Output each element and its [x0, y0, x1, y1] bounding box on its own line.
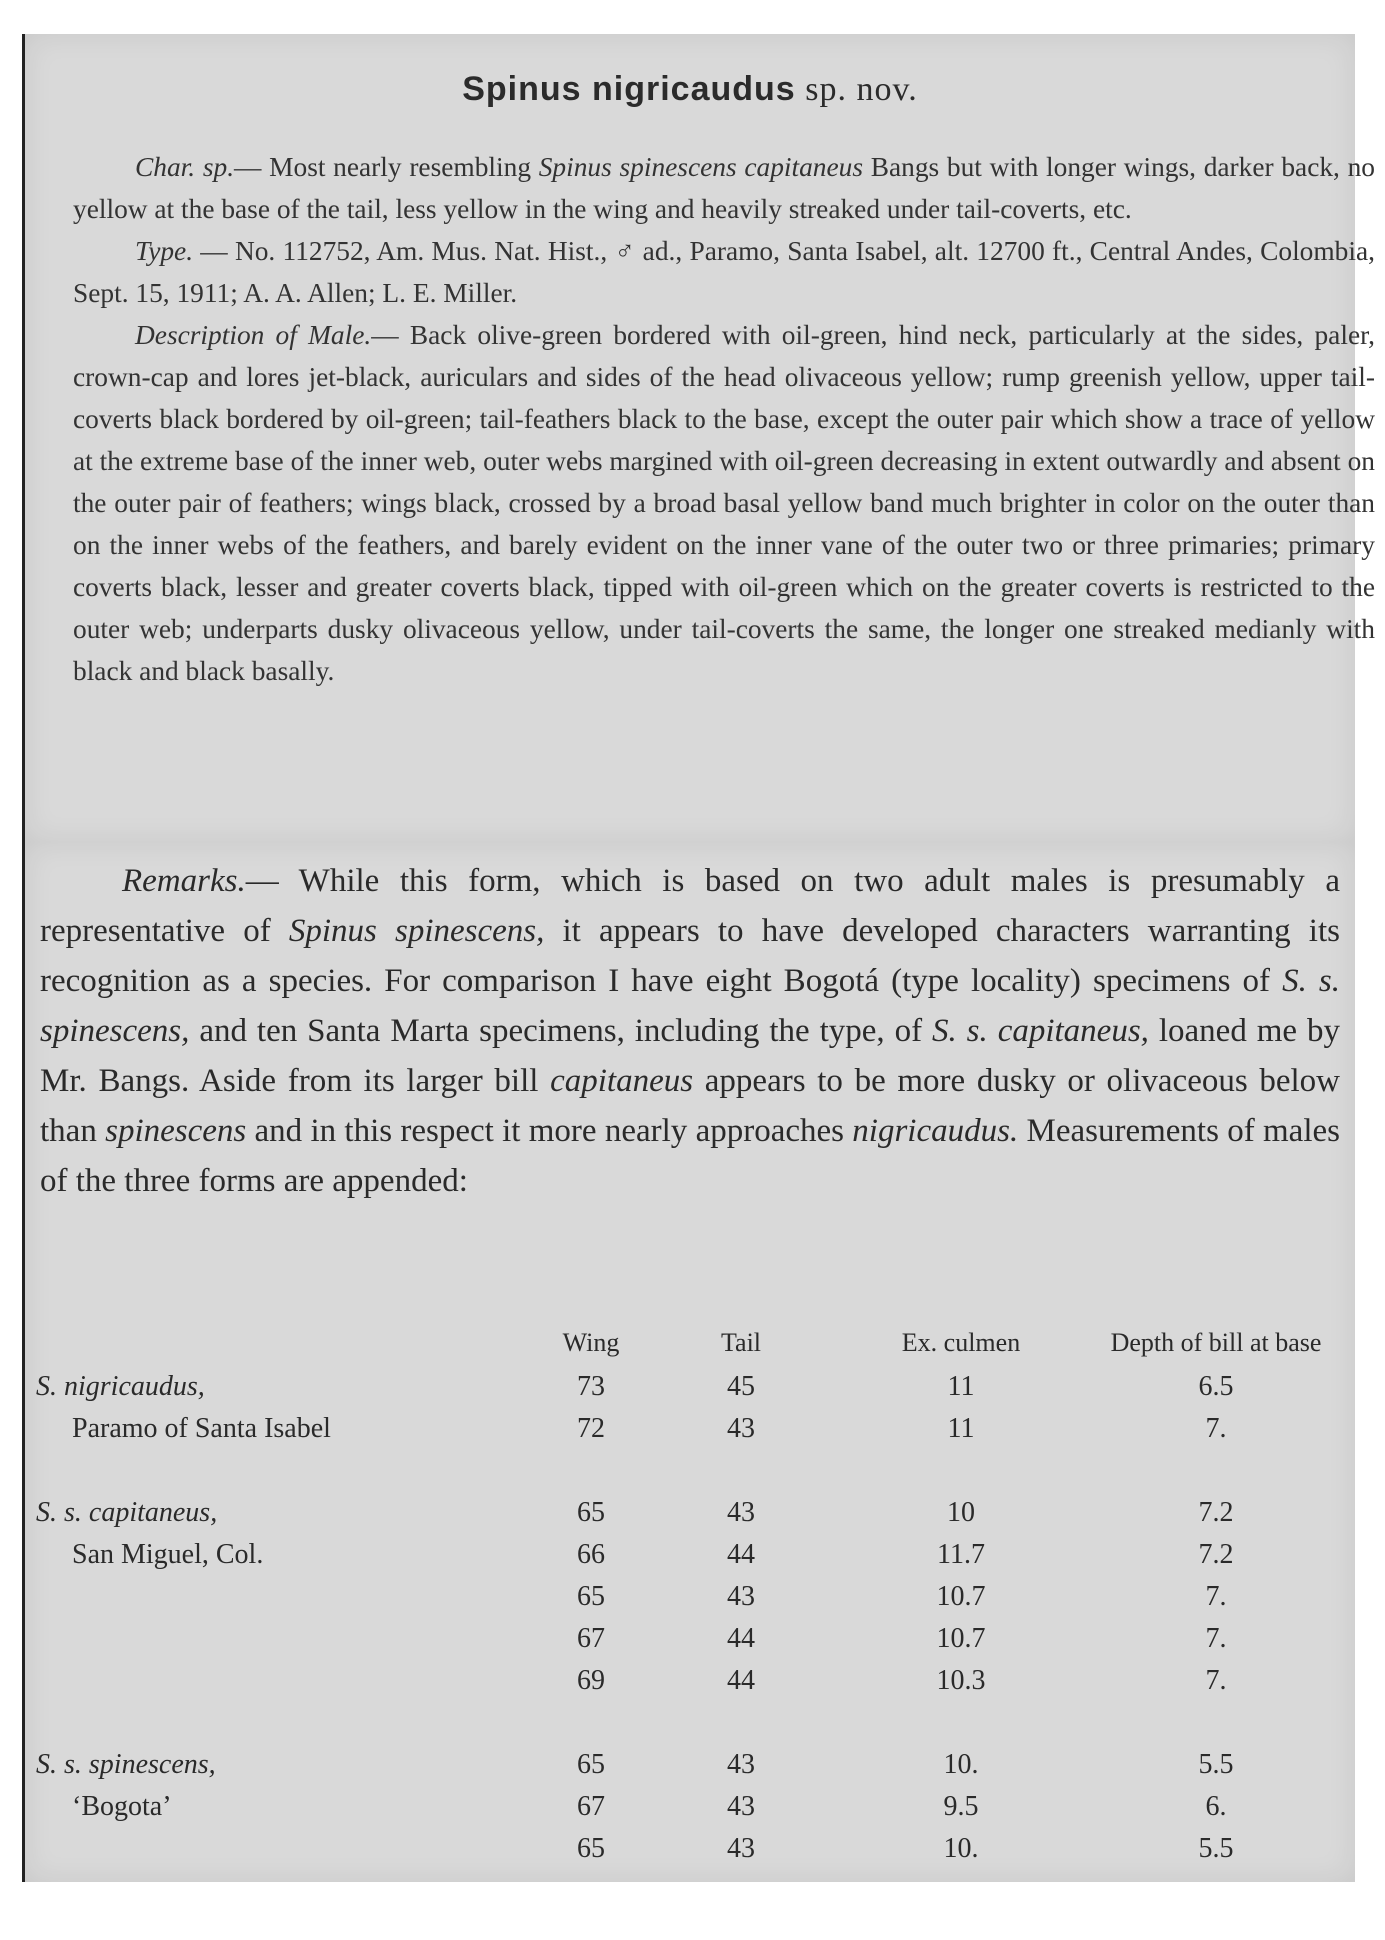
cell-wing: 65: [577, 1749, 605, 1780]
empty-label: [36, 1576, 541, 1618]
table-row: [36, 1576, 1351, 1618]
remarks-species-1: Spinus spinescens,: [288, 913, 545, 949]
type-text: — No. 112752, Am. Mus. Nat. Hist., ♂ ad., Paramo, Santa Isabel, alt. 12700 ft., Central Andes, Colombia, Sept. 15, 1911; A. A. Allen; L. E. Miller.: [73, 236, 1375, 308]
table-row: [36, 1744, 1351, 1786]
cell-tail: 44: [727, 1665, 755, 1696]
cell-wing: 73: [577, 1371, 605, 1402]
cell-depth: 6.: [1205, 1791, 1227, 1822]
cell-depth: 6.5: [1198, 1371, 1234, 1402]
cell-wing: 65: [577, 1497, 605, 1528]
table-row: [36, 1618, 1351, 1660]
char-ref: Spinus spinescens capitaneus: [538, 152, 864, 182]
cell-depth: 7.2: [1198, 1497, 1234, 1528]
cell-culmen: 10.3: [936, 1665, 986, 1696]
remarks-text-1: — While this form, which is based on two adult males is presumably a representative of: [40, 863, 1340, 949]
char-text-2: Bangs but with longer wings, darker back, no yellow at the base of the tail, less yellow in the wing and heavily streaked under tail-coverts, etc.: [73, 152, 1375, 224]
cell-culmen: 10.: [943, 1833, 979, 1864]
empty-label: [36, 1660, 541, 1702]
table-row: [36, 1660, 1351, 1702]
char-text: — Most nearly resembling: [234, 152, 539, 182]
cell-wing: 67: [577, 1623, 605, 1654]
cell-culmen: 10: [947, 1497, 975, 1528]
remarks-species-5: spinescens: [105, 1113, 247, 1149]
header-label-cell: [36, 1320, 541, 1366]
remarks-text-5: appears to be more dusky or olivaceous below than: [40, 1063, 1341, 1149]
species-suffix: sp. nov.: [805, 71, 918, 108]
cell-tail: 43: [727, 1833, 755, 1864]
table-row: [36, 1534, 1351, 1576]
remarks-text-4: loaned me by Mr. Bangs. Aside from its larger bill: [40, 1013, 1341, 1099]
cell-tail: 44: [727, 1623, 755, 1654]
remarks-species-4: capitaneus: [550, 1063, 694, 1099]
remarks-paragraph: [40, 856, 1340, 1206]
remarks-text-6: and in this respect it more nearly approaches: [246, 1113, 853, 1149]
cell-wing: 66: [577, 1539, 605, 1570]
remarks-label: Remarks.: [122, 863, 246, 899]
header-wing: Wing: [562, 1328, 620, 1357]
cell-tail: 43: [727, 1413, 755, 1444]
cell-culmen: 11: [947, 1413, 975, 1444]
group-spacer: [36, 1450, 1351, 1492]
description-block: [73, 146, 1375, 692]
remarks-text-2: it appears to have developed characters warranting its recognition as a species. For comparison I have eight Bogotá (type locality) specimens of: [40, 913, 1340, 999]
remarks-block: [40, 856, 1340, 1206]
cell-tail: 43: [727, 1497, 755, 1528]
measurements-table: [36, 1320, 1351, 1870]
cell-culmen: 10.7: [936, 1581, 986, 1612]
cell-culmen: 11.7: [937, 1539, 985, 1570]
table-row: [36, 1366, 1351, 1408]
species-label: S. s. spinescens,: [36, 1749, 216, 1780]
species-title: [25, 70, 1355, 109]
cell-wing: 69: [577, 1665, 605, 1696]
cell-tail: 43: [727, 1791, 755, 1822]
cell-tail: 45: [727, 1371, 755, 1402]
cell-wing: 67: [577, 1791, 605, 1822]
cell-depth: 7.: [1205, 1665, 1227, 1696]
table-row: [36, 1492, 1351, 1534]
locality-label: San Miguel, Col.: [72, 1539, 264, 1570]
type-label: Type.: [135, 236, 194, 266]
locality-label: Paramo of Santa Isabel: [72, 1413, 331, 1444]
species-name: Spinus nigricaudus: [462, 70, 796, 108]
cell-depth: 7.2: [1198, 1539, 1234, 1570]
remarks-text-7: Measurements of males of the three forms are appended:: [40, 1113, 1340, 1199]
cell-wing: 65: [577, 1581, 605, 1612]
header-depth: Depth of bill at base: [1110, 1328, 1322, 1357]
cell-culmen: 11: [947, 1371, 975, 1402]
cell-depth: 7.: [1205, 1581, 1227, 1612]
cell-culmen: 10.7: [936, 1623, 986, 1654]
char-paragraph: [73, 146, 1375, 230]
species-label: S. nigricaudus,: [36, 1371, 205, 1402]
cell-culmen: 10.: [943, 1749, 979, 1780]
cell-culmen: 9.5: [943, 1791, 979, 1822]
empty-label: [36, 1618, 541, 1660]
type-paragraph: [73, 230, 1375, 314]
table-row: [36, 1828, 1351, 1870]
group-spacer: [36, 1702, 1351, 1744]
remarks-species-3: S. s. capitaneus,: [932, 1013, 1149, 1049]
cell-wing: 72: [577, 1413, 605, 1444]
cell-depth: 5.5: [1198, 1749, 1234, 1780]
cell-tail: 44: [727, 1539, 755, 1570]
locality-label: ‘Bogota’: [72, 1791, 172, 1822]
species-label: S. s. capitaneus,: [36, 1497, 218, 1528]
cell-wing: 65: [577, 1833, 605, 1864]
empty-label: [36, 1828, 541, 1870]
cell-depth: 7.: [1205, 1413, 1227, 1444]
cell-depth: 5.5: [1198, 1833, 1234, 1864]
table-row: [36, 1786, 1351, 1828]
table-row: [36, 1408, 1351, 1450]
cell-depth: 7.: [1205, 1623, 1227, 1654]
clipping-top: [22, 34, 1375, 842]
remarks-species-2: S. s. spinescens,: [40, 963, 1340, 1049]
desc-text: — Back olive-green bordered with oil-green, hind neck, particularly at the sides, paler, crown-cap and lores jet-black, auriculars and sides of the head olivaceous yellow; rump greenish yellow, upper tail-coverts black bordered by oil-green; tail-feathers black to the base, except the outer pair which show a trace of yellow at the extreme base of the inner web, outer webs margined with oil-green decreasing in extent outwardly and absent on the outer pair of feathers; wings black, crossed by a broad basal yellow band much brighter in color on the outer than on the inner webs of the feathers, and barely evident on the inner vane of the outer two or three primaries; primary coverts black, lesser and greater coverts black, tipped with oil-green which on the greater coverts is restricted to the outer web; underparts dusky olivaceous yellow, under tail-coverts the same, the longer one streaked medianly with black and black basally.: [73, 320, 1375, 686]
remarks-text-3: and ten Santa Marta specimens, including the type, of: [189, 1013, 932, 1049]
desc-label: Description of Male.: [135, 320, 372, 350]
char-label: Char. sp.: [135, 152, 235, 182]
cell-tail: 43: [727, 1749, 755, 1780]
header-culmen: Ex. culmen: [901, 1328, 1021, 1357]
cell-tail: 43: [727, 1581, 755, 1612]
desc-paragraph: [73, 314, 1375, 692]
header-tail: Tail: [720, 1328, 762, 1357]
table-header-row: [36, 1320, 1351, 1366]
remarks-species-6: nigricaudus.: [852, 1113, 1019, 1149]
